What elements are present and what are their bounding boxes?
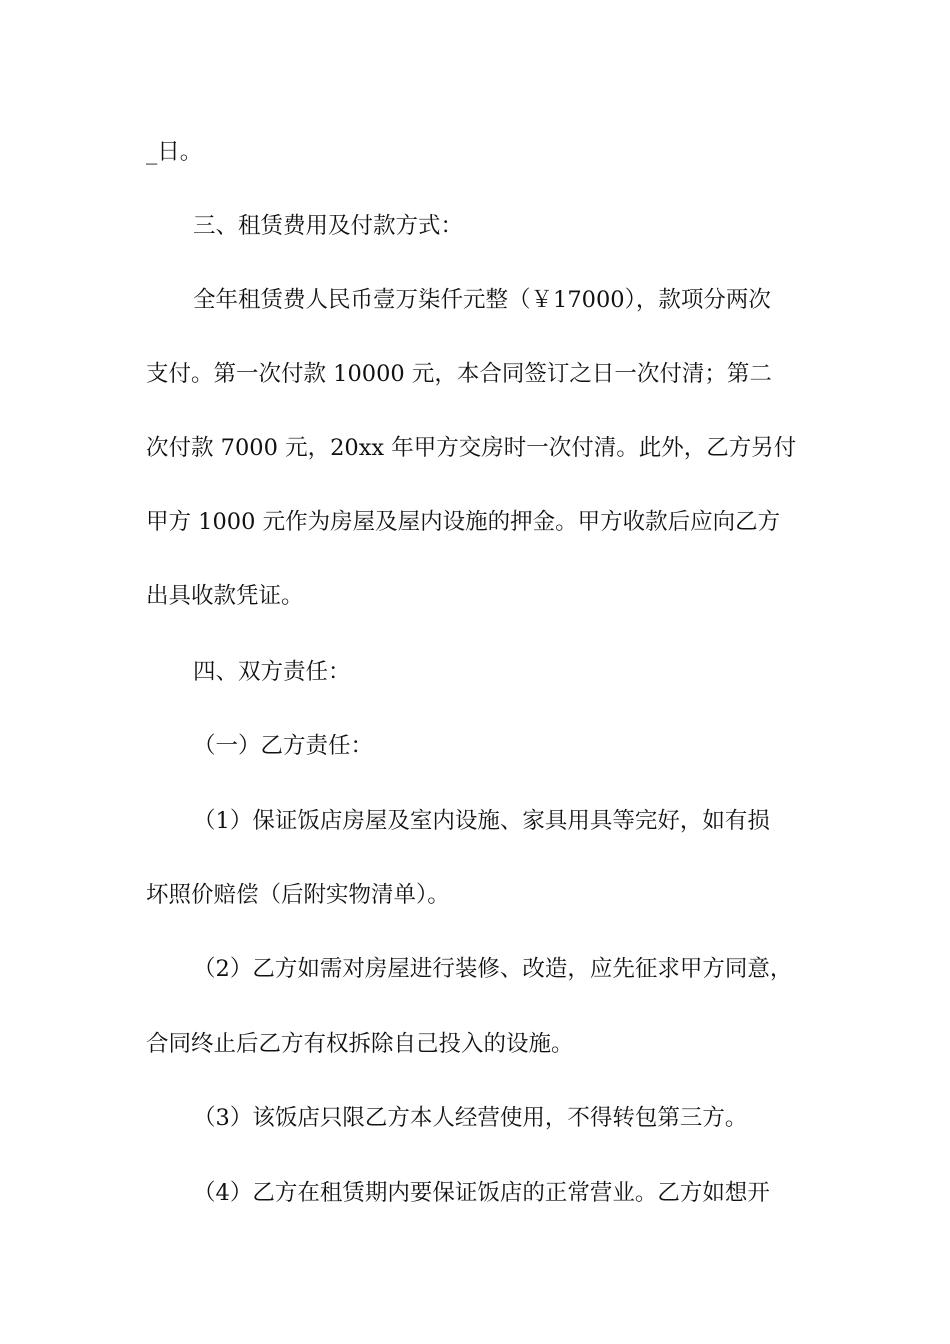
text-line: 支付。第一次付款 10000 元，本合同签订之日一次付清；第二 [146, 361, 772, 387]
text-line: （4）乙方在租赁期内要保证饭店的正常营业。乙方如想开 [193, 1180, 770, 1206]
section-heading: 三、租赁费用及付款方式： [193, 213, 464, 239]
text-line: _日。 [146, 139, 203, 165]
text-line: （3）该饭店只限乙方本人经营使用，不得转包第三方。 [193, 1105, 748, 1131]
text-line: 合同终止后乙方有权拆除自己投入的设施。 [146, 1031, 574, 1057]
text-line: 坏照价赔偿（后附实物清单）。 [146, 882, 450, 908]
text-line: 全年租赁费人民币壹万柒仟元整（￥17000），款项分两次 [193, 287, 771, 313]
text-line: 甲方 1000 元作为房屋及屋内设施的押金。甲方收款后应向乙方 [146, 509, 781, 535]
text-line: （1）保证饭店房屋及室内设施、家具用具等完好，如有损 [193, 808, 770, 834]
text-line: 出具收款凭证。 [146, 583, 304, 609]
subsection-heading: （一）乙方责任： [193, 733, 374, 759]
section-heading: 四、双方责任： [193, 659, 351, 685]
text-line: （2）乙方如需对房屋进行装修、改造，应先征求甲方同意， [193, 956, 793, 982]
text-line: 次付款 7000 元，20xx 年甲方交房时一次付清。此外，乙方另付 [146, 435, 797, 461]
